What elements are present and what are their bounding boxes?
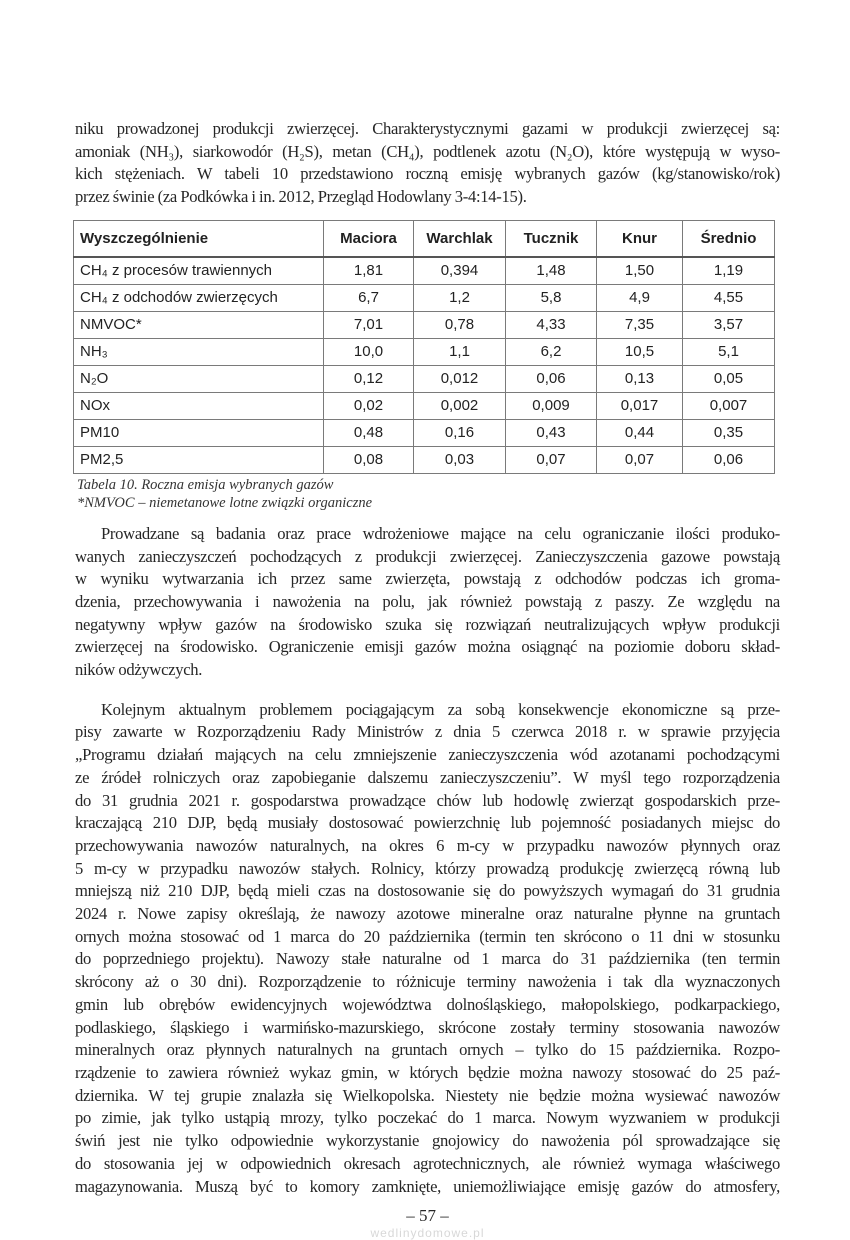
- table-cell: 0,007: [683, 392, 775, 419]
- table-header-row: [74, 220, 775, 257]
- table-cell: 6,7: [324, 284, 414, 311]
- table-cell: 10,5: [597, 338, 683, 365]
- table-row: [74, 311, 775, 338]
- table-cell: 6,2: [506, 338, 597, 365]
- table-cell: 0,43: [506, 419, 597, 446]
- table-cell: 0,44: [597, 419, 683, 446]
- text-line: ornych można stosować od 1 marca do 20 października (termin ten skrócono o 11 dni w stosunku: [75, 926, 780, 946]
- row-label: PM10: [74, 419, 324, 446]
- text-line: gmin lub obrębów ewidencyjnych województwa dolnośląskiego, małopolskiego, podkarpackiego,: [75, 994, 780, 1014]
- table-cell: 1,2: [414, 284, 506, 311]
- text-line: rządzenie to zawiera również wykaz gmin, w których będzie można nawozy stosować do 25 paź-: [75, 1062, 780, 1082]
- text-line: 5 m-cy w przypadku nawozów stałych. Rolnicy, którzy prowadzą produkcję zwierzęcą równą lub: [75, 858, 780, 878]
- page-number: – 57 –: [406, 1206, 449, 1226]
- emissions-table: [73, 220, 775, 474]
- table-cell: 0,35: [683, 419, 775, 446]
- text-line: do poprzedniego projektu). Nawozy stałe naturalne od 1 marca do 31 października (ten termin: [75, 949, 780, 969]
- column-header: Maciora: [324, 220, 414, 257]
- table-cell: 0,394: [414, 257, 506, 285]
- table-cell: 0,009: [506, 392, 597, 419]
- table-row: [74, 284, 775, 311]
- table-cell: 1,1: [414, 338, 506, 365]
- text-line: po zimie, jak tylko ustąpią mrozy, tylko poczekać do 1 marca. Nowym wyzwaniem w produkcji: [75, 1108, 780, 1128]
- text-line: przechowywania nawozów naturalnych, na okres 6 m-cy w przypadku nawozów płynnych oraz: [75, 835, 780, 855]
- table-cell: 5,8: [506, 284, 597, 311]
- text-line: Prowadzane są badania oraz prace wdrożeniowe mające na celu ograniczanie ilości produko-: [101, 523, 780, 543]
- text-line: negatywny wpływ gazów na środowisko szuka się rozwiązań neutralizujących wpływ produkcji: [75, 614, 780, 634]
- table-row: [74, 257, 775, 285]
- row-label: PM2,5: [74, 446, 324, 473]
- text-line: niku prowadzonej produkcji zwierzęcej. Charakterystycznymi gazami w produkcji zwierzęcej są:: [75, 119, 780, 138]
- table-cell: 0,02: [324, 392, 414, 419]
- table-cell: 0,16: [414, 419, 506, 446]
- table-cell: 7,01: [324, 311, 414, 338]
- column-header: Warchlak: [414, 220, 506, 257]
- column-header: Średnio: [683, 220, 775, 257]
- table-cell: 4,55: [683, 284, 775, 311]
- table-cell: 0,12: [324, 365, 414, 392]
- table-cell: 0,05: [683, 365, 775, 392]
- row-label: NOx: [74, 392, 324, 419]
- table-cell: 0,03: [414, 446, 506, 473]
- paragraph-regulation: [75, 699, 780, 1198]
- table-row: [74, 392, 775, 419]
- table-cell: 7,35: [597, 311, 683, 338]
- table-caption: Tabela 10. Roczna emisja wybranych gazów: [77, 476, 334, 493]
- text-line: „Programu działań mających na celu zmniejszenie zanieczyszczenia wód azotanami pochodzącymi: [75, 745, 780, 765]
- text-line: amoniak (NH₃), siarkowodór (H₂S), metan (CH₄), podtlenek azotu (N₂O), które występują w wyso-: [75, 141, 780, 161]
- table-cell: 5,1: [683, 338, 775, 365]
- text-line: kraczającą 210 DJP, będą musiały dostosować powierzchnię lub pojemność posiadanych miejsc do: [75, 813, 780, 833]
- text-line: świń jest nie tylko odpowiednie wykorzystanie gnojowicy do nawożenia pól sprowadzające się: [75, 1131, 780, 1151]
- table-cell: 3,57: [683, 311, 775, 338]
- table-cell: 0,012: [414, 365, 506, 392]
- row-label: N₂O: [74, 365, 324, 392]
- document-page: [75, 0, 780, 1240]
- table-cell: 0,07: [506, 446, 597, 473]
- text-line: skrócony aż o 30 dni). Rozporządzenie to różnicuje terminy nawożenia i tak dla wyznaczonych: [75, 972, 780, 992]
- text-line: ników odżywczych.: [75, 660, 203, 680]
- table-cell: 1,19: [683, 257, 775, 285]
- text-line: mniejszą niż 210 DJP, będą mieli czas na dostosowanie się do powyższych wymagań do 31 grudnia: [75, 881, 780, 901]
- text-line: do 31 grudnia 2021 r. gospodarstwa prowadzące chów lub hodowlę zwierząt gospodarskich prze-: [75, 790, 780, 810]
- column-header: Knur: [597, 220, 683, 257]
- text-line: dziernika. W tej grupie znalazła się Wielkopolska. Niestety nie będzie można wysiewać nawozów: [75, 1085, 780, 1105]
- row-label: CH₄ z odchodów zwierzęcych: [74, 284, 324, 311]
- text-line: do stosowania jej w odpowiednich okresach agrotechnicznych, ale również wymaga właściwego: [75, 1153, 780, 1173]
- text-line: dzenia, przechowywania i nawożenia na polu, jak również powstają z paszy. Ze względu na: [75, 591, 780, 611]
- table-row: [74, 446, 775, 473]
- text-line: ze źródeł rolniczych oraz zapobieganie dalszemu zanieczyszczeniu”. W myśl tego rozporządzenia: [75, 767, 780, 787]
- column-header: Tucznik: [506, 220, 597, 257]
- table-cell: 1,81: [324, 257, 414, 285]
- table-cell: 0,06: [683, 446, 775, 473]
- watermark: wedlinydomowe.pl: [370, 1226, 485, 1240]
- table-row: [74, 365, 775, 392]
- text-line: Kolejnym aktualnym problemem pociągającym za sobą konsekwencje ekonomiczne są prze-: [101, 699, 780, 719]
- table-cell: 4,33: [506, 311, 597, 338]
- table-cell: 4,9: [597, 284, 683, 311]
- table-cell: 0,002: [414, 392, 506, 419]
- text-line: zwierzęcej na środowisko. Ograniczenie emisji gazów można osiągnąć na poziomie doboru skład-: [75, 637, 780, 657]
- table-cell: 10,0: [324, 338, 414, 365]
- text-line: 2024 r. Nowe zapisy określają, że nawozy azotowe mineralne oraz naturalne płynne na gruntach: [75, 904, 780, 924]
- text-line: wanych zanieczyszczeń pochodzących z produkcji zwierzęcej. Zanieczyszczenia gazowe powstają: [75, 546, 780, 566]
- table-cell: 1,50: [597, 257, 683, 285]
- paragraph-intro: [75, 118, 780, 209]
- text-line: mineralnych oraz płynnych naturalnych na gruntach ornych – tylko do 15 października. Rozpo-: [75, 1040, 780, 1060]
- text-line: magazynowania. Muszą być to komory zamknięte, uniemożliwiające emisję gazów do atmosfery,: [75, 1176, 780, 1196]
- row-label: NMVOC*: [74, 311, 324, 338]
- row-label: NH₃: [74, 338, 324, 365]
- table-row: [74, 419, 775, 446]
- text-line: kich stężeniach. W tabeli 10 przedstawiono roczną emisję wybranych gazów (kg/stanowisko/rok): [75, 164, 780, 184]
- table-cell: 0,06: [506, 365, 597, 392]
- column-header: Wyszczególnienie: [74, 220, 324, 257]
- table-cell: 0,13: [597, 365, 683, 392]
- text-line: podlaskiego, śląskiego i warmińsko-mazurskiego, skrócone zostały terminy stosowania nawozów: [75, 1017, 780, 1037]
- table-cell: 0,017: [597, 392, 683, 419]
- text-line: w wyniku wytwarzania ich przez same zwierzęta, powstają z odchodów podczas ich groma-: [75, 569, 780, 589]
- row-label: CH₄ z procesów trawiennych: [74, 257, 324, 285]
- paragraph-research: [75, 523, 780, 682]
- table-cell: 0,78: [414, 311, 506, 338]
- table-footnote: *NMVOC – niemetanowe lotne związki organiczne: [77, 494, 373, 511]
- table-row: [74, 338, 775, 365]
- table-cell: 0,48: [324, 419, 414, 446]
- text-line: pisy zawarte w Rozporządzeniu Rady Ministrów z dnia 5 czerwca 2018 r. w sprawie przyjęcia: [75, 722, 780, 742]
- table-cell: 0,07: [597, 446, 683, 473]
- table-cell: 1,48: [506, 257, 597, 285]
- text-line: przez świnie (za Podkówka i in. 2012, Przegląd Hodowlany 3-4:14-15).: [75, 187, 527, 207]
- table-cell: 0,08: [324, 446, 414, 473]
